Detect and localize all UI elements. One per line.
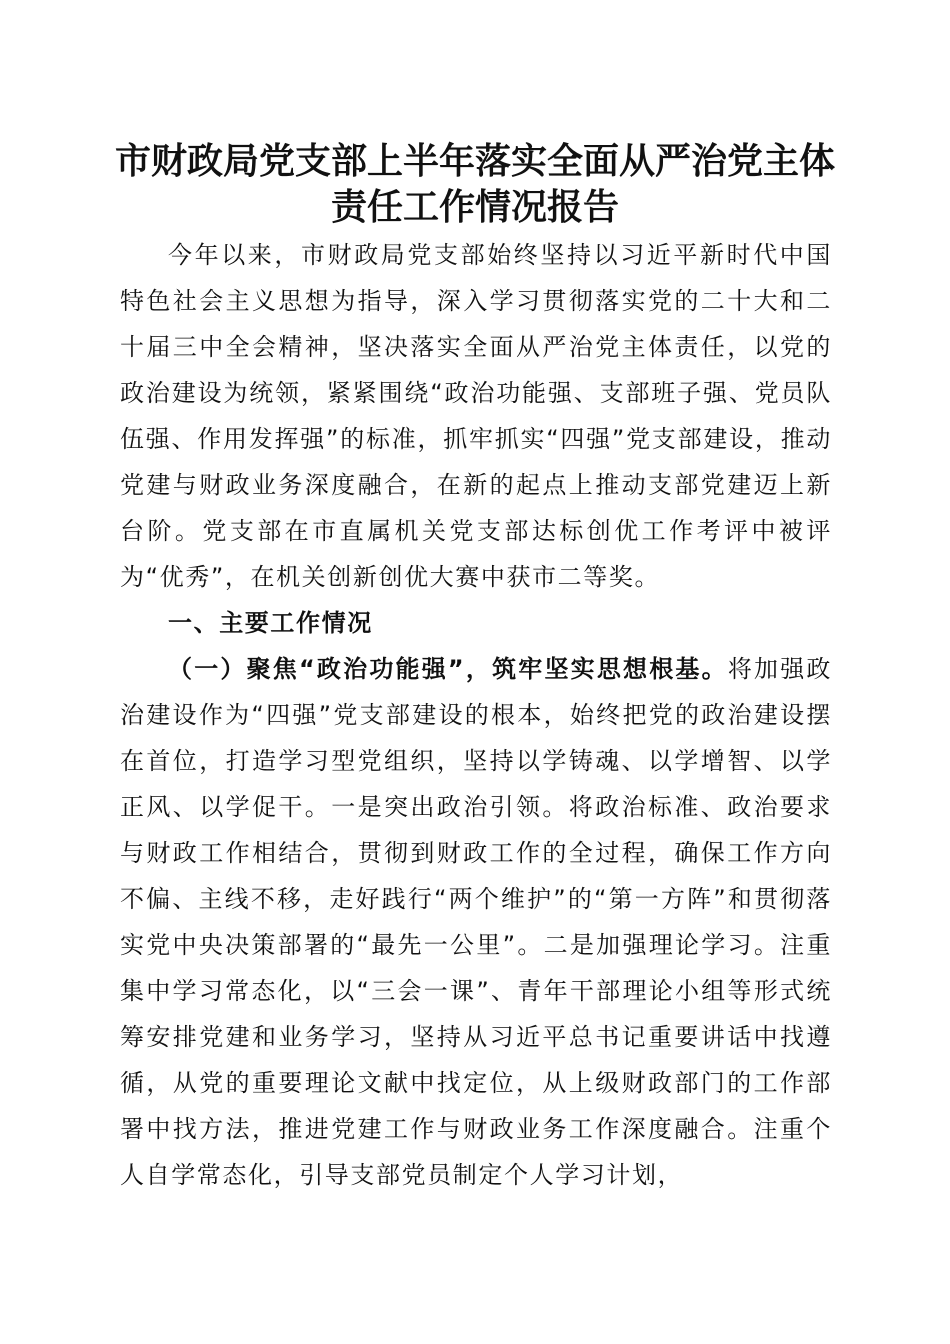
document-body xyxy=(120,232,832,1198)
subsection-body-political-function: 将加强政治建设作为“四强”党支部建设的根本，始终把党的政治建设摆在首位，打造学习型党组织，坚持以学铸魂、以学增智、以学正风、以学促干。一是突出政治引领。将政治标准、政治要求与财政工作相结合，贯彻到财政工作的全过程，确保工作方向不偏、主线不移，走好践行“两个维护”的“第一方阵”和贯彻落实党中央决策部署的“最先一公里”。二是加强理论学习。注重集中学习常态化，以“三会一课”、青年干部理论小组等形式统筹安排党建和业务学习，坚持从习近平总书记重要讲话中找遵循，从党的重要理论文献中找定位，从上级财政部门的工作部署中找方法，推进党建工作与财政业务工作深度融合。注重个人自学常态化，引导支部党员制定个人学习计划， xyxy=(120,655,832,1189)
document-title-line-2: 责任工作情况报告 xyxy=(330,186,619,228)
section-heading-main-work: 一、主要工作情况 xyxy=(168,609,373,637)
intro-paragraph: 今年以来，市财政局党支部始终坚持以习近平新时代中国特色社会主义思想为指导，深入学习贯彻落实党的二十大和二十届三中全会精神，坚决落实全面从严治党主体责任，以党的政治建设为统领，紧紧围绕“政治功能强、支部班子强、党员队伍强、作用发挥强”的标准，抓牢抓实“四强”党支部建设，推动党建与财政业务深度融合，在新的起点上推动支部党建迈上新台阶。党支部在市直属机关党支部达标创优工作考评中被评为“优秀”，在机关创新创优大赛中获市二等奖。 xyxy=(120,241,832,591)
document-title-line-1: 市财政局党支部上半年落实全面从严治党主体 xyxy=(114,140,835,182)
subsection-heading-political-function: （一）聚焦“政治功能强”，筑牢坚实思想根基。 xyxy=(168,655,728,683)
subsection-paragraph-political-function xyxy=(120,646,832,1198)
